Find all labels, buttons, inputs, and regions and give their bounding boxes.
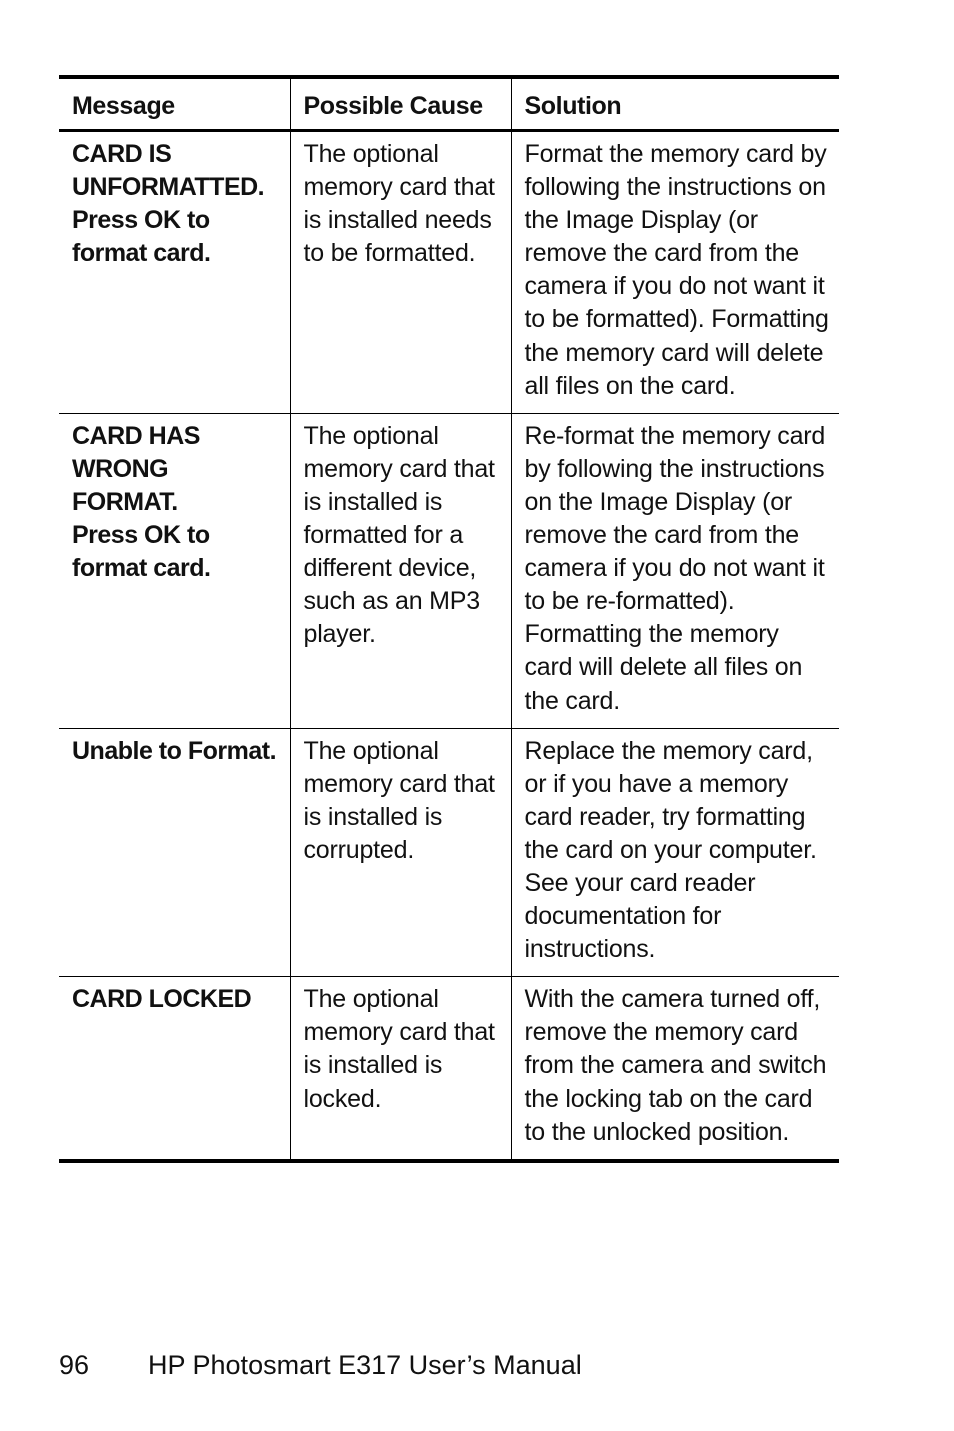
cause-cell: The optional memory card that is installed is locked. bbox=[290, 977, 511, 1161]
message-cell bbox=[59, 131, 290, 414]
message-cell bbox=[59, 728, 290, 977]
message-line: FORMAT. bbox=[72, 487, 178, 516]
cause-cell: The optional memory card that is installed needs to be formatted. bbox=[290, 131, 511, 414]
solution-cell: Re-format the memory card by following the instructions on the Image Display (or remove the card from the camera if you do not want it to be re-formatted). Formatting the memory card will delete all files on the card. bbox=[511, 413, 839, 728]
solution-cell: Replace the memory card, or if you have a memory card reader, try formatting the card on your computer. See your card reader documentation for instructions. bbox=[511, 728, 839, 977]
error-message-table bbox=[59, 75, 839, 1163]
cause-cell: The optional memory card that is installed is formatted for a different device, such as an MP3 player. bbox=[290, 413, 511, 728]
message-line: Press OK to bbox=[72, 206, 210, 235]
header-solution: Solution bbox=[511, 77, 839, 131]
message-line: CARD IS bbox=[72, 140, 172, 168]
table-row bbox=[59, 413, 839, 728]
table-row bbox=[59, 728, 839, 977]
message-cell bbox=[59, 977, 290, 1161]
message-line: WRONG bbox=[72, 454, 169, 483]
message-line: Unable to Format. bbox=[72, 736, 277, 765]
message-line: UNFORMATTED. bbox=[72, 173, 265, 202]
table-header bbox=[59, 77, 839, 131]
solution-cell: With the camera turned off, remove the memory card from the camera and switch the locking tab on the card to the unlocked position. bbox=[511, 977, 839, 1161]
table-header-row bbox=[59, 77, 839, 131]
message-line: CARD LOCKED bbox=[72, 985, 252, 1014]
message-line: format card. bbox=[72, 239, 211, 268]
cause-cell: The optional memory card that is installed is corrupted. bbox=[290, 728, 511, 977]
message-cell bbox=[59, 413, 290, 728]
solution-cell: Format the memory card by following the instructions on the Image Display (or remove the card from the camera if you do not want it to be formatted). Formatting the memory card will delete all files on the card. bbox=[511, 131, 839, 414]
header-message: Message bbox=[72, 91, 175, 120]
manual-title: HP Photosmart E317 User’s Manual bbox=[148, 1350, 582, 1380]
message-line: Press OK to bbox=[72, 521, 210, 550]
page-footer bbox=[59, 1350, 582, 1381]
message-line: CARD HAS bbox=[72, 421, 200, 450]
page-number: 96 bbox=[59, 1350, 90, 1380]
message-line: format card. bbox=[72, 554, 211, 583]
table-row bbox=[59, 977, 839, 1161]
table-row bbox=[59, 131, 839, 414]
table-body bbox=[59, 131, 839, 1161]
header-possible-cause: Possible Cause bbox=[290, 77, 511, 131]
